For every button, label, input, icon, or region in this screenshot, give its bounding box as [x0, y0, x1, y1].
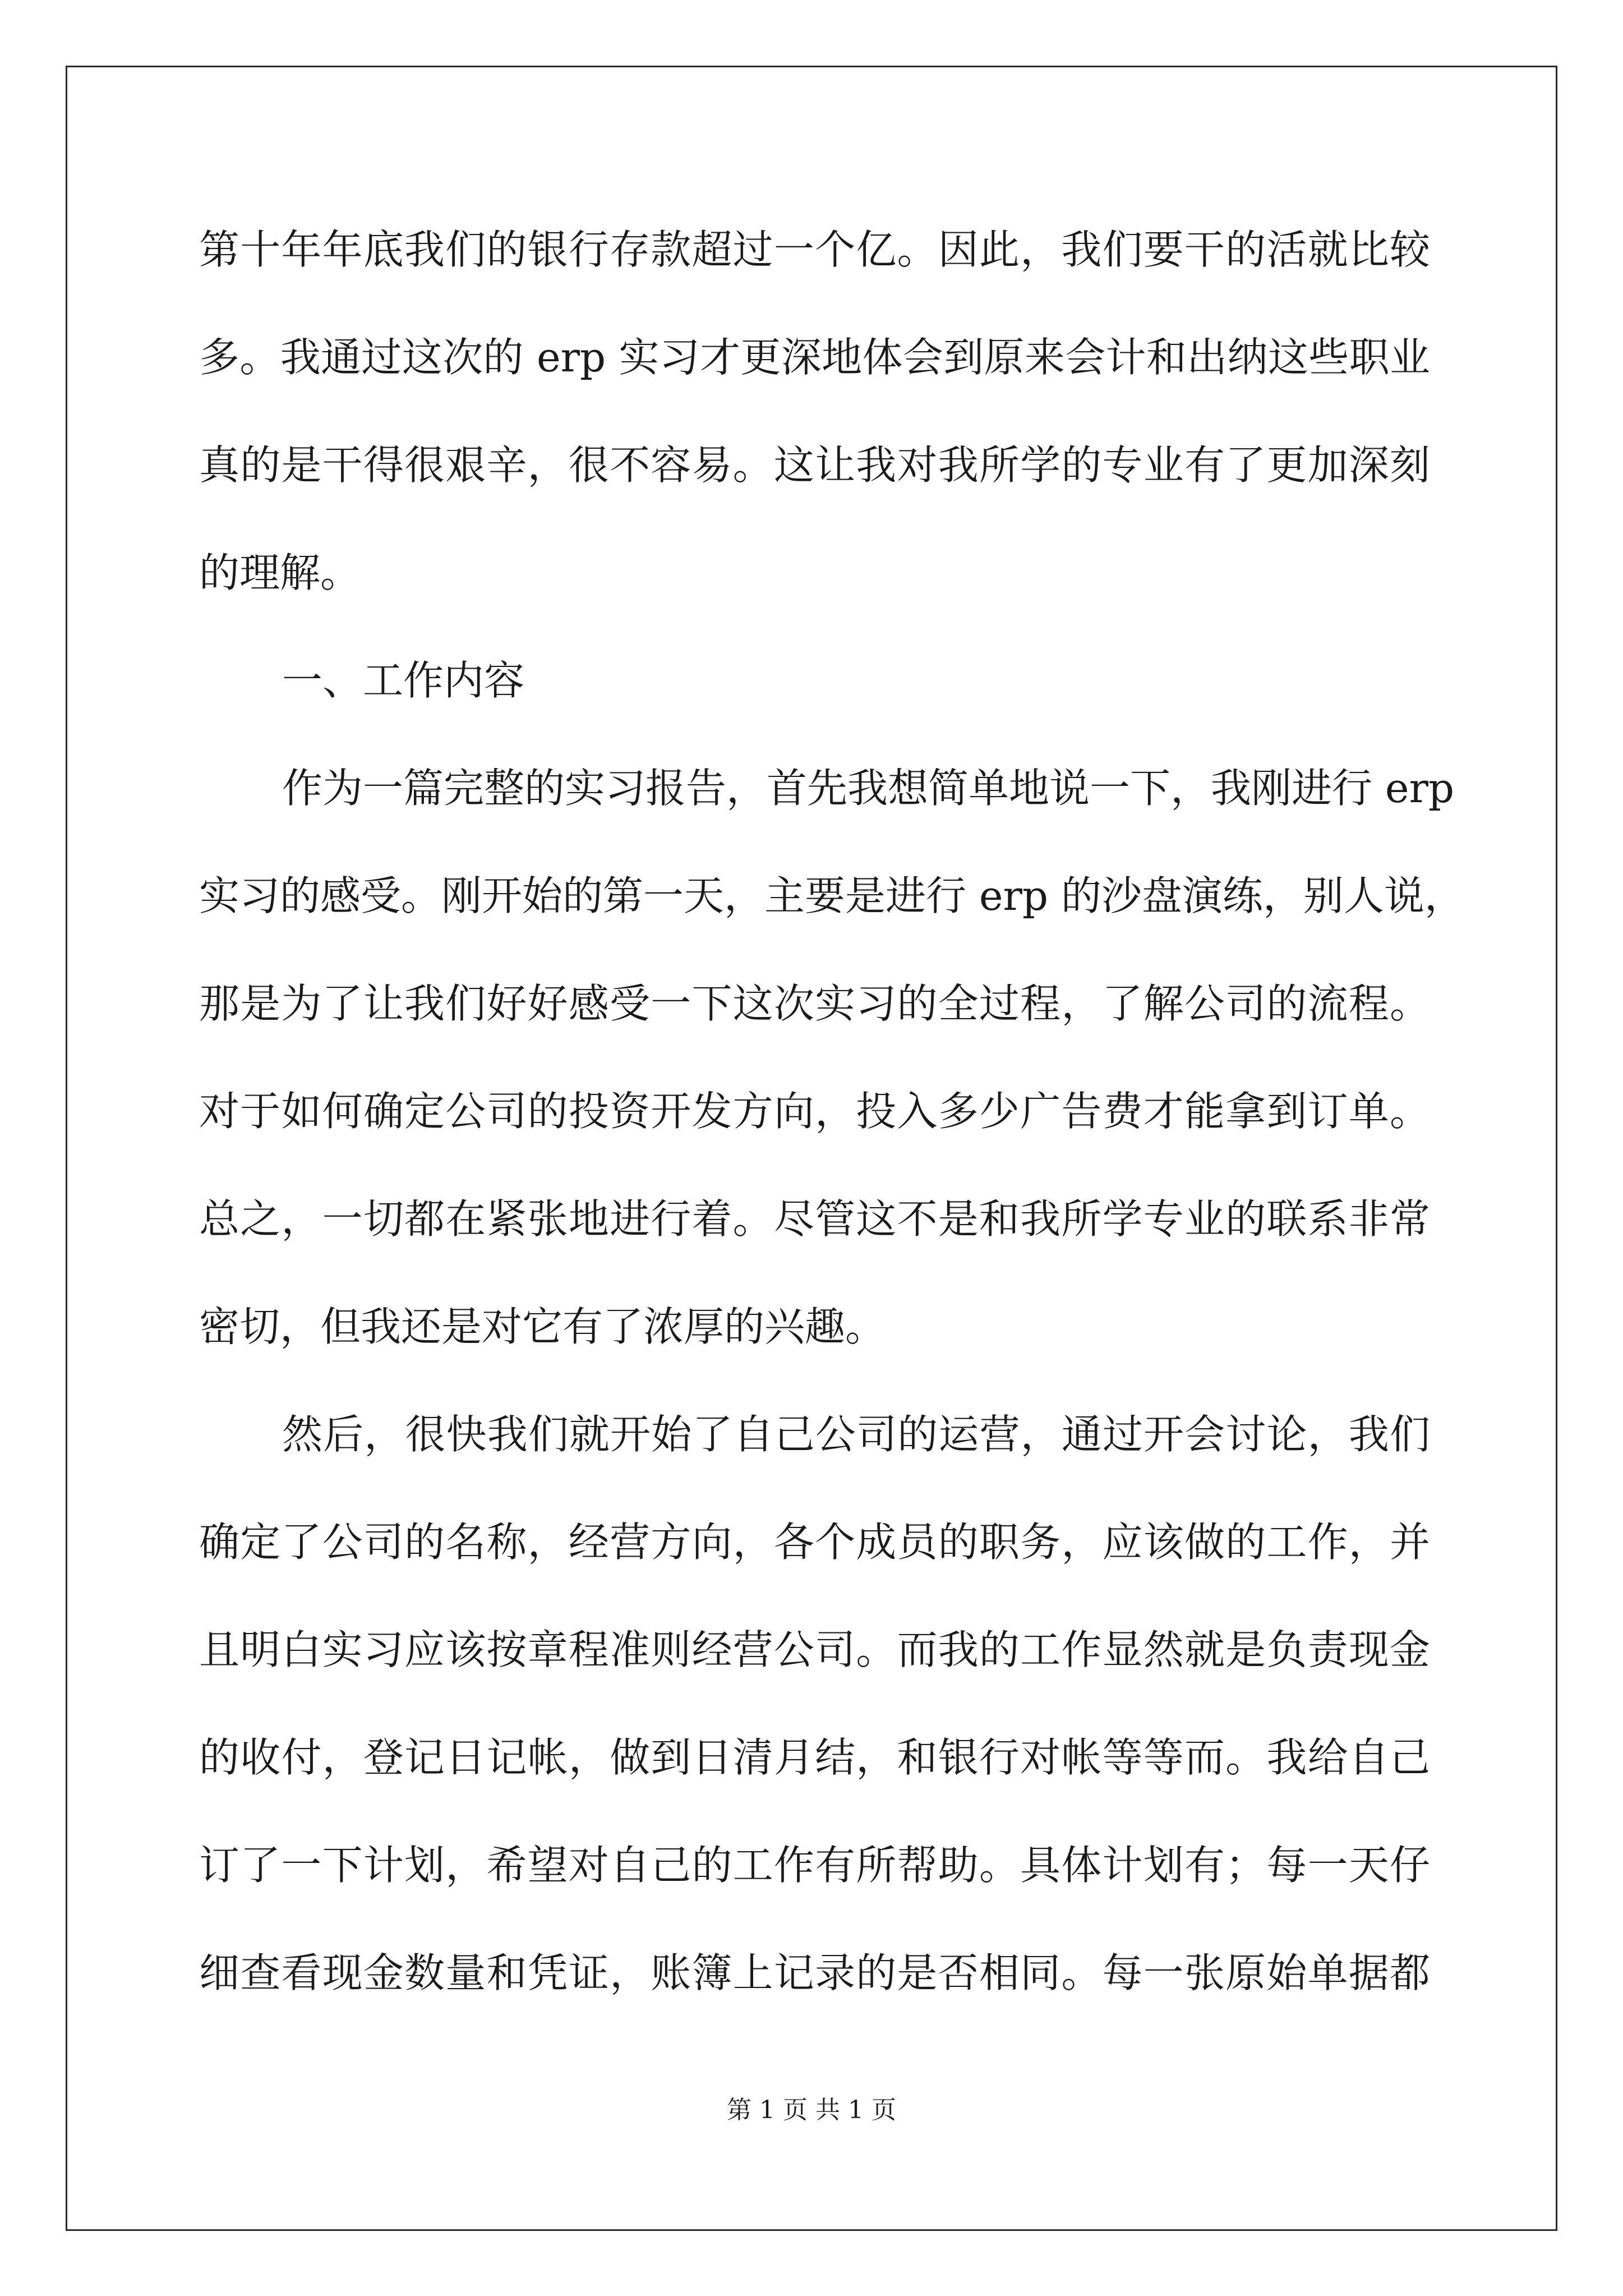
- text-line: [199, 1729, 1433, 1837]
- text-line: [199, 1299, 1433, 1406]
- text-line: [199, 1083, 1433, 1191]
- section-heading-text: 一、工作内容: [282, 657, 525, 704]
- text-line: [199, 1191, 1433, 1299]
- text-line: [199, 760, 1455, 868]
- text-line: [199, 976, 1433, 1083]
- text-line: [199, 329, 1433, 437]
- document-body: [199, 222, 1465, 2053]
- text-line-content: 细查看现金数量和凭证，账簿上记录的是否相同。每一张原始单据都: [199, 1949, 1430, 1996]
- text-line-content: 第十年年底我们的银行存款超过一个亿。因此，我们要干的活就比较: [199, 226, 1430, 273]
- text-line-content: 那是为了让我们好好感受一下这次实习的全过程，了解公司的流程。: [199, 980, 1430, 1027]
- text-line-content: 多。我通过这次的 erp 实习才更深地体会到原来会计和出纳这些职业: [199, 334, 1430, 381]
- text-line-content: 总之，一切都在紧张地进行着。尽管这不是和我所学专业的联系非常: [199, 1195, 1430, 1243]
- text-line-content: 的理解。: [199, 549, 361, 596]
- text-line: [199, 1945, 1433, 2053]
- text-line: [199, 868, 1465, 976]
- text-line: [199, 1514, 1433, 1622]
- text-line-content: 对于如何确定公司的投资开发方向，投入多少广告费才能拿到订单。: [199, 1088, 1430, 1135]
- text-line-content: 密切，但我还是对它有了浓厚的兴趣。: [199, 1303, 886, 1350]
- text-line-content: 然后，很快我们就开始了自己公司的运营，通过开会讨论，我们: [282, 1411, 1430, 1458]
- text-line: [199, 437, 1433, 545]
- text-line: [199, 222, 1433, 329]
- text-line: [199, 1622, 1433, 1729]
- text-line: [199, 545, 1433, 652]
- text-line-content: 的收付，登记日记帐，做到日清月结，和银行对帐等等而。我给自己: [199, 1734, 1430, 1781]
- page-number-label: 第 1 页 共 1 页: [727, 2096, 896, 2124]
- text-line-content: 作为一篇完整的实习报告，首先我想简单地说一下，我刚进行 erp: [282, 765, 1455, 812]
- text-line-content: 且明白实习应该按章程准则经营公司。而我的工作显然就是负责现金: [199, 1626, 1430, 1673]
- text-line: [199, 1406, 1433, 1514]
- text-line: [199, 1837, 1433, 1945]
- text-line-content: 实习的感受。刚开始的第一天，主要是进行 erp 的沙盘演练，别人说，: [199, 872, 1465, 919]
- text-line-content: 真的是干得很艰辛，很不容易。这让我对我所学的专业有了更加深刻: [199, 441, 1430, 489]
- text-line-content: 确定了公司的名称，经营方向，各个成员的职务，应该做的工作，并: [199, 1519, 1430, 1566]
- page-footer: [0, 2090, 1623, 2125]
- section-heading: [199, 652, 1433, 760]
- text-line-content: 订了一下计划，希望对自己的工作有所帮助。具体计划有；每一天仔: [199, 1842, 1430, 1889]
